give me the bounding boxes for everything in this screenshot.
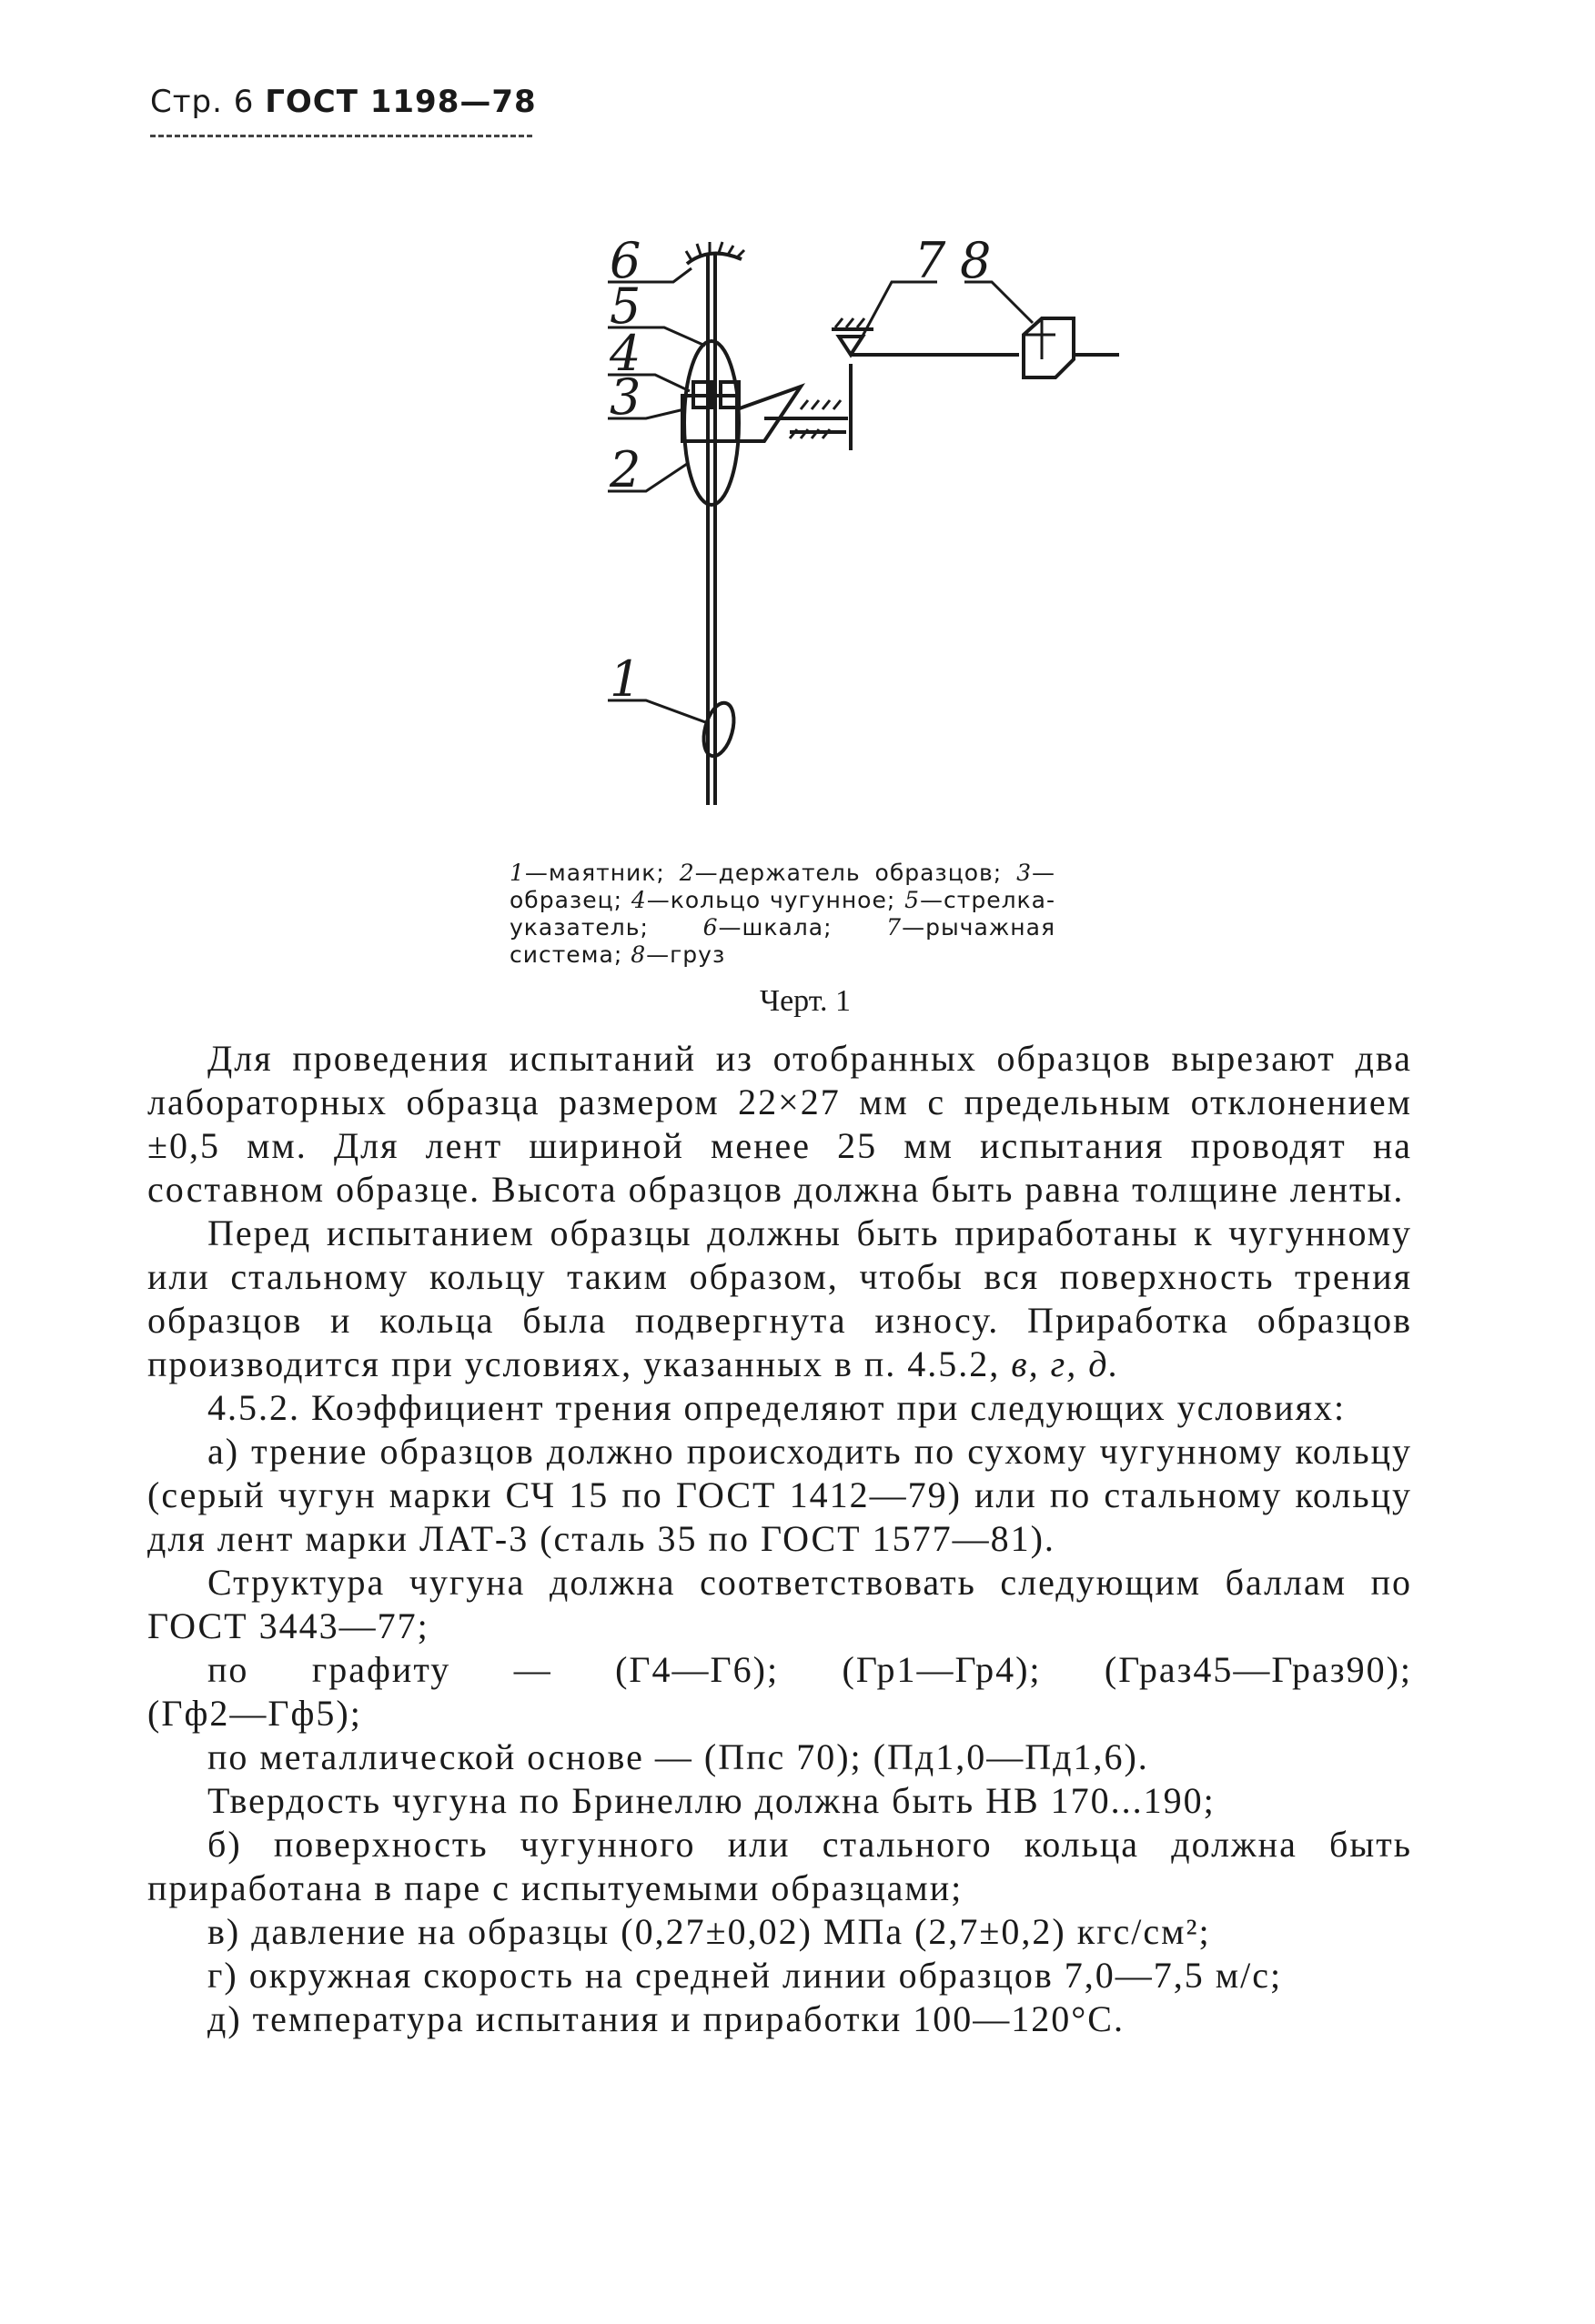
callout-3: 3 — [610, 368, 641, 426]
paragraph-run-in: Перед испытанием образцы должны быть приработаны к чугунному или стальному кольцу таким образом, чтобы вся поверхность трения образцов и кольца была подвергнута износу. Приработка образцов производится при условиях, указанных в п. 4.5.2, в, г, д. — [147, 1212, 1412, 1384]
header-rule — [150, 135, 532, 137]
callout-5: 5 — [610, 277, 641, 335]
paragraph-metal-base: по металлической основе — (Ппс 70); (Пд1,0—Пд1,6). — [207, 1736, 1149, 1777]
lever-pivot — [839, 337, 863, 355]
paragraph-item-v: в) давление на образцы (0,27±0,02) МПа (2,7±0,2) кгс/см²; — [207, 1911, 1211, 1952]
callout-4: 4 — [610, 325, 641, 382]
apparatus-drawing — [546, 227, 1183, 846]
paragraph-item-a: а) трение образцов должно происходить по сухому чугунному кольцу (серый чугун марки СЧ 15 по ГОСТ 1412—79) или по стальному кольцу для лент марки ЛАТ-3 (сталь 35 по ГОСТ 1577—81). — [147, 1431, 1412, 1559]
callout-8: 8 — [960, 232, 992, 289]
paragraph-graphite: по графиту — (Г4—Г6); (Гр1—Гр4); (Граз45—Граз90); — [207, 1649, 1412, 1690]
paragraph-item-b: б) поверхность чугунного или стального кольца должна быть приработана в паре с испытуемыми образцами; — [147, 1824, 1412, 1908]
figure-label: Черт. 1 — [759, 984, 852, 1018]
paragraph-graphite-cont: (Гф2—Гф5); — [147, 1693, 362, 1734]
callout-1: 1 — [610, 650, 641, 708]
cast-iron-ring — [684, 341, 739, 505]
hatch-top — [801, 400, 841, 409]
paragraph-item-g: г) окружная скорость на средней линии образцов 7,0—7,5 м/с; — [207, 1955, 1283, 1996]
weight-box — [1024, 318, 1074, 377]
pivot-hatch — [835, 318, 864, 327]
paragraph-structure: Структура чугуна должна соответствовать следующим баллам по ГОСТ 3443—77; — [147, 1562, 1412, 1646]
standard-number: ГОСТ 1198—78 — [265, 84, 537, 120]
paragraph-sample-prep: Для проведения испытаний из отобранных образцов вырезают два лабораторных образца размером 22×27 мм с предельным отклонением ±0,5 мм. Для лент шириной менее 25 мм испытания проводят на составном образце. Высота образцов должна быть равна толщине ленты. — [147, 1038, 1412, 1210]
leader-7 — [860, 282, 937, 341]
paragraph-4-5-2: 4.5.2. Коэффициент трения определяют при следующих условиях: — [207, 1387, 1347, 1428]
callout-7: 7 — [914, 232, 946, 289]
paragraph-item-d: д) температура испытания и приработки 100—120°С. — [207, 1998, 1125, 2039]
pendulum-bob — [699, 699, 740, 760]
callout-6: 6 — [610, 232, 641, 289]
page-header — [150, 84, 537, 120]
figure-caption: 1—маятник; 2—держатель образцов; 3—образец; 4—кольцо чугунное; 5—стрелка-указатель; 6—шкала; 7—рычажная система; 8—груз — [510, 860, 1056, 968]
page-number: Стр. 6 — [150, 84, 255, 120]
body-text — [147, 1037, 1412, 2041]
callout-2: 2 — [610, 441, 641, 498]
figure-pendulum-apparatus — [546, 227, 1183, 846]
paragraph-hardness: Твердость чугуна по Бринеллю должна быть НВ 170...190; — [207, 1780, 1216, 1821]
